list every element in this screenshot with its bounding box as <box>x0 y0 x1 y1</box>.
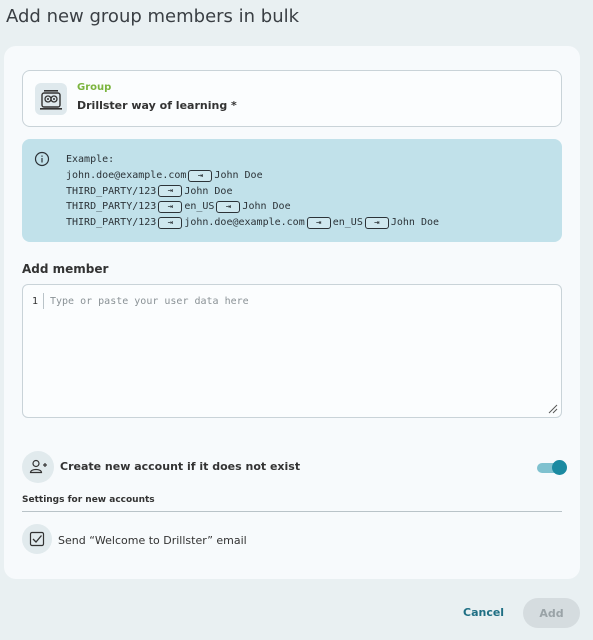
group-owl-icon <box>35 83 67 115</box>
page-title: Add new group members in bulk <box>6 6 300 27</box>
example-token: en_US <box>184 201 215 213</box>
example-token: John Doe <box>390 217 440 229</box>
example-token: John Doe <box>184 185 233 197</box>
tab-key-icon: ⇥ <box>158 217 182 229</box>
example-token: THIRD_PARTY/123 <box>66 217 157 229</box>
checkbox-checked-icon[interactable] <box>22 524 52 554</box>
group-label: Group <box>77 82 112 93</box>
example-line-1 <box>66 168 439 184</box>
example-token: John Doe <box>214 169 263 181</box>
tab-key-icon: ⇥ <box>365 217 389 229</box>
cancel-button[interactable]: Cancel <box>463 606 505 619</box>
tab-key-icon: ⇥ <box>216 201 240 213</box>
settings-title: Settings for new accounts <box>22 495 155 505</box>
add-user-icon <box>22 451 54 483</box>
example-token: THIRD_PARTY/123 <box>66 185 157 197</box>
example-line-4 <box>66 215 439 231</box>
group-field[interactable] <box>22 70 562 127</box>
resize-handle-icon[interactable] <box>548 404 558 414</box>
add-member-title: Add member <box>22 262 109 276</box>
info-icon <box>34 151 50 167</box>
add-button[interactable]: Add <box>523 598 580 628</box>
example-token: en_US <box>332 217 363 229</box>
example-line-2 <box>66 184 439 200</box>
welcome-email-label: Send “Welcome to Drillster” email <box>58 534 247 547</box>
example-line-3 <box>66 199 439 215</box>
editor-gutter <box>43 293 44 309</box>
example-token: john.doe@example.com <box>184 217 305 229</box>
group-value: Drillster way of learning * <box>77 99 237 112</box>
toggle-knob <box>552 460 567 475</box>
tab-key-icon: ⇥ <box>158 185 182 197</box>
tab-key-icon: ⇥ <box>188 170 212 182</box>
settings-divider <box>22 511 562 512</box>
editor-placeholder: Type or paste your user data here <box>50 296 249 307</box>
create-account-toggle[interactable] <box>537 460 567 474</box>
example-token: john.doe@example.com <box>66 169 187 181</box>
line-number: 1 <box>32 296 39 307</box>
tab-key-icon: ⇥ <box>307 217 331 229</box>
bulk-add-form <box>4 46 580 579</box>
example-token: THIRD_PARTY/123 <box>66 201 157 213</box>
tab-key-icon: ⇥ <box>158 201 182 213</box>
example-info-panel <box>22 139 562 242</box>
member-data-editor[interactable] <box>22 284 562 418</box>
welcome-email-row[interactable] <box>22 524 422 556</box>
create-account-label: Create new account if it does not exist <box>60 460 301 473</box>
example-heading: Example: <box>66 154 115 165</box>
example-token: John Doe <box>242 201 291 213</box>
create-account-row <box>22 451 567 483</box>
